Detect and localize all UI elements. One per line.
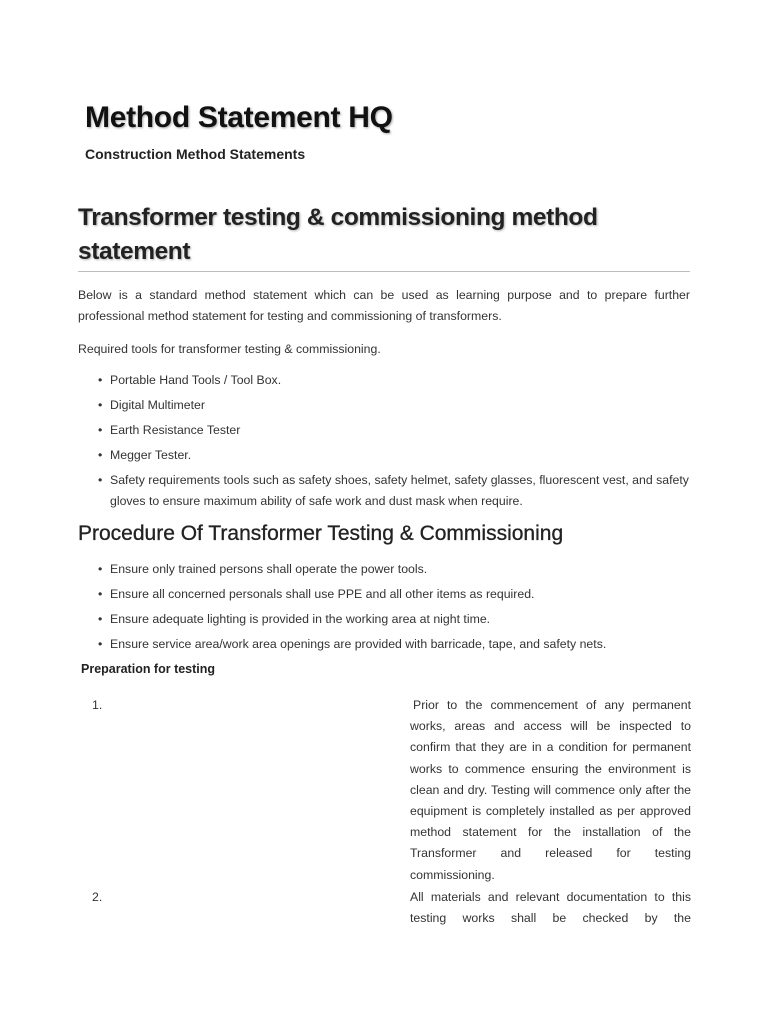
list-item-text: All materials and relevant documentation to this testing works shall be checked by the: [410, 890, 691, 926]
list-item: • Earth Resistance Tester: [96, 420, 692, 441]
list-item: • Ensure only trained persons shall operate the power tools.: [96, 559, 692, 580]
procedure-list: [96, 559, 692, 659]
title-divider: [78, 271, 690, 272]
tools-intro-paragraph: Required tools for transformer testing & commissioning.: [78, 342, 381, 356]
list-item: • Ensure adequate lighting is provided in the working area at night time.: [96, 609, 692, 630]
list-item: • Ensure service area/work area openings are provided with barricade, tape, and safety nets.: [96, 634, 692, 655]
list-item: • Ensure all concerned personals shall use PPE and all other items as required.: [96, 584, 692, 605]
list-item: • Digital Multimeter: [96, 395, 692, 416]
site-title[interactable]: Method Statement HQ: [85, 101, 393, 134]
procedure-heading: Procedure Of Transformer Testing & Commissioning: [78, 522, 564, 545]
list-item-number: 1.: [92, 698, 103, 712]
site-tagline: Construction Method Statements: [85, 146, 306, 162]
post-title: Transformer testing & commissioning method statement: [78, 204, 598, 265]
list-item: • Megger Tester.: [96, 445, 692, 466]
list-item-text: Prior to the commencement of any permanent works, areas and access will be inspected to confirm that they are in a condition for permanent works to commence ensuring the environment is clean and dry. Testing will commence only after the equipment is completely installed as per approved method statement for the installation of the Transformer and released for testing commissioning.: [410, 698, 691, 882]
preparation-heading: Preparation for testing: [81, 662, 216, 676]
list-item: • Safety requirements tools such as safety shoes, safety helmet, safety glasses, fluorescent vest, and safety gloves to ensure maximum ability of safe work and dust mask when require.: [96, 470, 692, 512]
intro-paragraph: Below is a standard method statement which can be used as learning purpose and to prepare further professional method statement for testing and commissioning of transformers.: [78, 288, 690, 323]
tools-list: [96, 370, 692, 516]
list-item-number: 2.: [92, 890, 103, 904]
list-item: • Portable Hand Tools / Tool Box.: [96, 370, 692, 391]
